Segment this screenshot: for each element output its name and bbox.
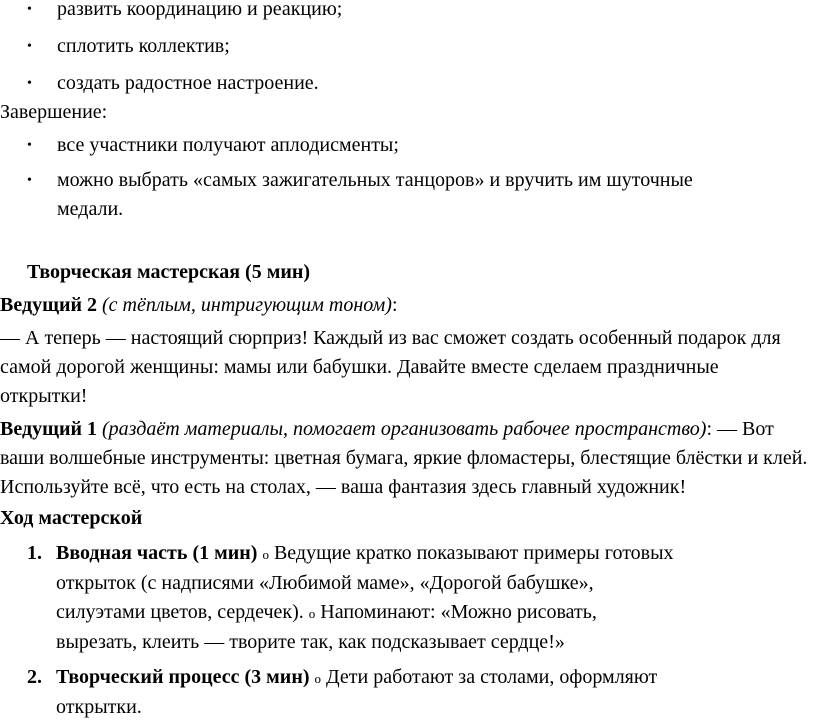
host1-speech: Вот ваши волшебные инструменты: цветная бумага, яркие фломастеры, блестящие блёстки и клей. Используйте всё, что есть на столах, — ваша фантазия здесь главный художник! [0, 418, 808, 498]
steps-list [0, 539, 816, 722]
goals-list [0, 0, 816, 98]
list-item: • создать радостное настроение. [0, 69, 816, 98]
list-item: • все участники получают аплодисменты; [0, 131, 816, 160]
stage-direction: (раздаёт материалы, помогает организовать рабочее пространство) [102, 418, 707, 440]
host1-line: Ведущий 1 (раздаёт материалы, помогает организовать рабочее пространство): — Вот ваши волшебные инструменты: цветная бумага, яркие фломастеры, блестящие блёстки и клей. Используйте всё, что есть на столах, — ваша фантазия здесь главный художник! [0, 418, 808, 498]
bullet-icon: • [27, 173, 32, 188]
list-item: 2. Творческий процесс (3 мин) o Дети работают за столами, оформляют открытки. [27, 666, 658, 718]
host2-speech: — А теперь — настоящий сюрприз! Каждый из вас сможет создать особенный подарок для самой дорогой женщины: мамы или бабушки. Давайте вместе сделаем праздничные открытки! [0, 327, 781, 407]
bullet-icon: • [27, 2, 32, 17]
bullet-icon: • [27, 138, 32, 153]
speaker-name: Ведущий 1 [0, 418, 98, 440]
finish-list [0, 131, 816, 224]
speaker-name: Ведущий 2 [0, 294, 98, 316]
circle-marker-icon: o [314, 671, 322, 686]
host2-line: Ведущий 2 (с тёплым, интригующим тоном): [0, 294, 398, 316]
workshop-title: Творческая мастерская (5 мин) [27, 261, 311, 283]
list-item: • можно выбрать «самых зажигательных танцоров» и вручить им шуточные медали. [0, 166, 757, 224]
list-item: • развить координацию и реакцию; [0, 0, 816, 24]
circle-marker-icon: o [262, 547, 269, 562]
list-item: • сплотить коллектив; [0, 32, 816, 61]
step-title: Вводная часть (1 мин) [56, 542, 258, 564]
bullet-icon: • [27, 39, 32, 54]
stage-direction: (с тёплым, интригующим тоном) [102, 294, 392, 316]
finish-label: Завершение: [0, 101, 108, 123]
circle-marker-icon: o [308, 606, 316, 621]
course-title: Ход мастерской [0, 507, 143, 529]
bullet-icon: • [27, 76, 32, 91]
list-item: 1. Вводная часть (1 мин) o Ведущие кратко показывают примеры готовых открыток (с надписями «Любимой маме», «Дорогой бабушке», силуэтами цветов, сердечек). o Напоминают: «Можно рисовать, вырезать, клеить — творите так, как подсказывает сердце!» [27, 542, 674, 653]
step-title: Творческий процесс (3 мин) [56, 666, 310, 688]
